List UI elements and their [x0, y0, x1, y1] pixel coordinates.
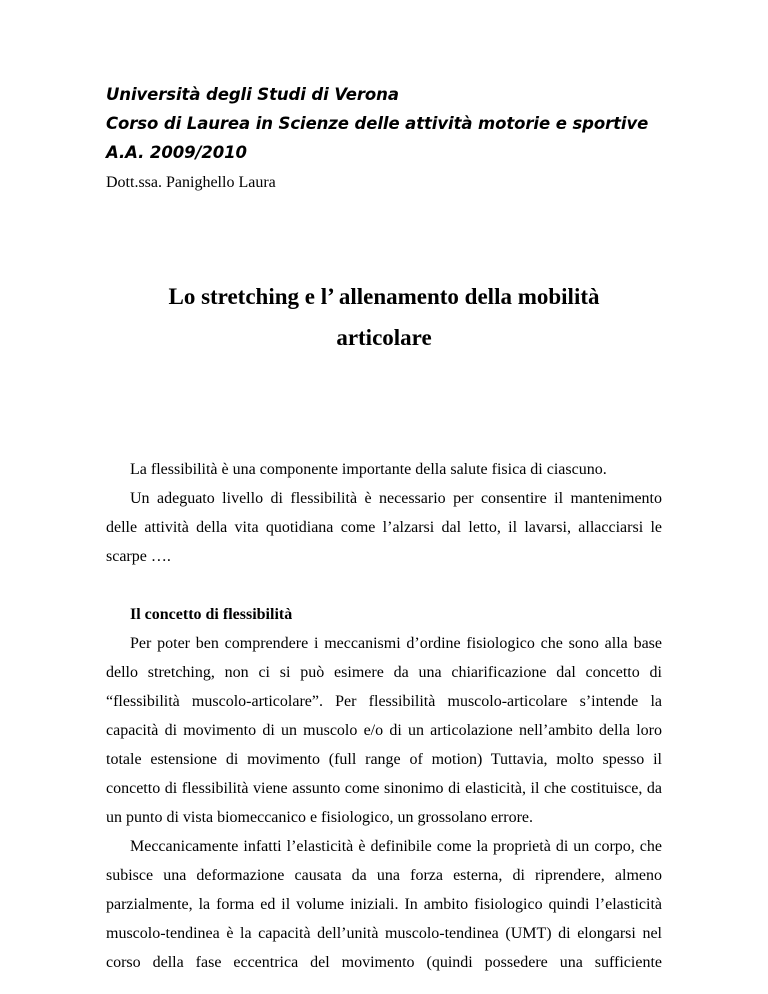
title-line-1: Lo stretching e l’ allenamento della mobilità [168, 284, 600, 309]
academic-year: A.A. 2009/2010 [106, 143, 247, 162]
text-line: dello stretching, non ci si può esimere da una chiarificazione dal concetto di [106, 664, 662, 681]
university-name: Università degli Studi di Verona [106, 85, 399, 104]
text-line: muscolo-tendinea è la capacità dell’unità muscolo-tendinea (UMT) di elongarsi nel [106, 925, 662, 942]
text-line: subisce una deformazione causata da una forza esterna, di riprendere, almeno [106, 867, 662, 884]
text-line: un punto di vista biomeccanico e fisiologico, un grossolano errore. [106, 809, 534, 826]
section-paragraph-2 [106, 832, 662, 977]
text-line: delle attività della vita quotidiana come l’alzarsi dal letto, il lavarsi, allacciarsi le [106, 519, 662, 536]
text-line: Meccanicamente infatti l’elasticità è definibile come la proprietà di un corpo, che [130, 838, 662, 855]
section-paragraph-1 [106, 629, 662, 832]
text-line: corso della fase eccentrica del movimento (quindi possedere una sufficiente [106, 954, 662, 971]
section-heading: Il concetto di flessibilità [130, 606, 293, 623]
text-line: “flessibilità muscolo-articolare”. Per flessibilità muscolo-articolare s’intende la [106, 693, 662, 710]
text-line: capacità di movimento di un muscolo e/o di un articolazione nell’ambito della loro [106, 722, 662, 739]
text-line: concetto di flessibilità viene assunto come sinonimo di elasticità, il che costituisce, da [106, 780, 662, 797]
title-line-2: articolare [336, 325, 432, 350]
text-line: Per poter ben comprendere i meccanismi d’ordine fisiologico che sono alla base [130, 635, 662, 652]
text-line: scarpe …. [106, 548, 171, 565]
text-line: parzialmente, la forma ed il volume iniziali. In ambito fisiologico quindi l’elasticità [106, 896, 662, 913]
text-line: La flessibilità è una componente importante della salute fisica di ciascuno. [130, 461, 607, 478]
document-body [106, 455, 662, 977]
text-line: totale estensione di movimento (full range of motion) Tuttavia, molto spesso il [106, 751, 662, 768]
text-line: Un adeguato livello di flessibilità è necessario per consentire il mantenimento [130, 490, 662, 507]
document-header [106, 80, 706, 197]
course-name: Corso di Laurea in Scienze delle attività motorie e sportive [106, 114, 649, 133]
document-title [106, 276, 662, 358]
intro-paragraph-1 [106, 455, 662, 484]
intro-paragraph-2 [106, 484, 662, 571]
author-name: Dott.ssa. Panighello Laura [106, 174, 276, 191]
